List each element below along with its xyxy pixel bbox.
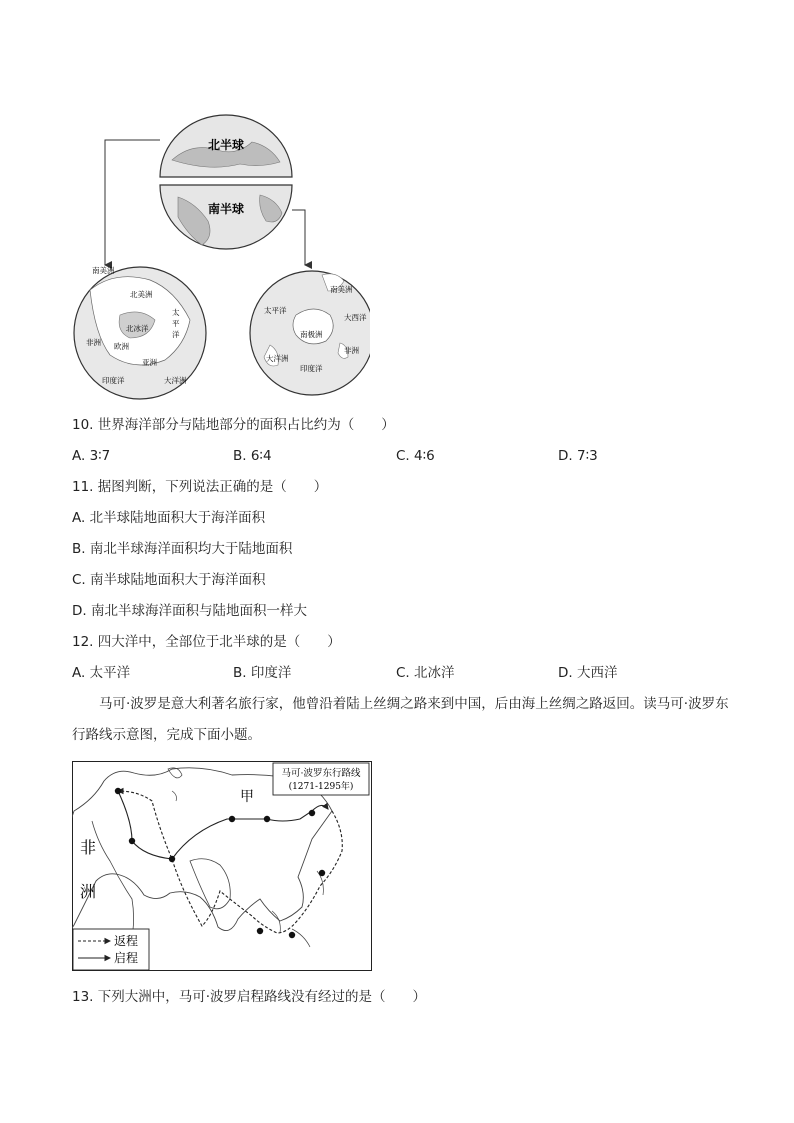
label-indian-ocean: 印度洋 [102,376,125,385]
label-s-south-america: 南美洲 [330,285,353,294]
label-oceania: 大洋洲 [164,376,187,385]
label-antarctica: 南极洲 [300,330,323,339]
north-polar-map [74,265,206,399]
reading-passage: 马可·波罗是意大利著名旅行家，他曾沿着陆上丝绸之路来到中国，后由海上丝绸之路返回。读马可·波罗东行路线示意图，完成下面小题。 [72,696,729,743]
label-pacific-1: 太 [172,308,180,317]
q11-option-c[interactable]: C. 南半球陆地面积大于海洋面积 [72,572,266,588]
q10-option-a[interactable]: A. 3∶7 [72,448,111,464]
hemisphere-figure [60,105,370,400]
label-africa: 非洲 [86,338,101,347]
label-s-oceania: 大洋洲 [266,354,289,363]
label-s-africa: 非洲 [344,346,359,355]
q10-option-c[interactable]: C. 4∶6 [396,448,435,464]
question-12-stem: 12. 四大洋中，全部位于北半球的是（ ） [72,634,341,650]
q11-option-d[interactable]: D. 南北半球海洋面积与陆地面积一样大 [72,603,307,619]
q12-option-c[interactable]: C. 北冰洋 [396,665,455,681]
label-europe: 欧洲 [114,342,129,351]
q12-option-d[interactable]: D. 大西洋 [558,665,618,681]
legend-outbound: 启程 [114,951,139,965]
question-11-stem: 11. 据图判断，下列说法正确的是（ ） [72,479,328,495]
south-cap-label: 南半球 [207,202,245,216]
label-s-atlantic: 大西洋 [344,313,367,322]
label-arctic-ocean: 北冰洋 [126,324,149,333]
q10-option-d[interactable]: D. 7∶3 [558,448,598,464]
q12-option-a[interactable]: A. 太平洋 [72,665,131,681]
south-polar-map [250,271,370,395]
q12-option-b[interactable]: B. 印度洋 [233,665,292,681]
label-jia: 甲 [240,789,254,805]
label-pacific-3: 洋 [172,330,180,339]
label-s-pacific: 太平洋 [264,306,287,315]
north-cap-label: 北半球 [207,138,245,152]
label-s-indian-ocean: 印度洋 [300,364,323,373]
label-south-america: 南美洲 [92,266,115,275]
question-10-stem: 10. 世界海洋部分与陆地部分的面积占比约为（ ） [72,417,395,433]
label-pacific-2: 平 [172,319,180,328]
map-years: (1271-1295年) [288,782,354,792]
legend-return: 返程 [114,934,139,948]
route-map [72,761,372,971]
question-13-stem: 13. 下列大洲中，马可·波罗启程路线没有经过的是（ ） [72,989,427,1005]
map-title: 马可·波罗东行路线 [281,768,361,779]
label-north-america: 北美洲 [130,290,153,299]
q10-option-b[interactable]: B. 6∶4 [233,448,272,464]
q11-option-b[interactable]: B. 南北半球海洋面积均大于陆地面积 [72,541,293,557]
label-asia: 亚洲 [142,358,157,367]
label-fei: 非 [80,838,97,857]
q11-option-a[interactable]: A. 北半球陆地面积大于海洋面积 [72,510,266,526]
label-zhou: 洲 [80,882,97,901]
